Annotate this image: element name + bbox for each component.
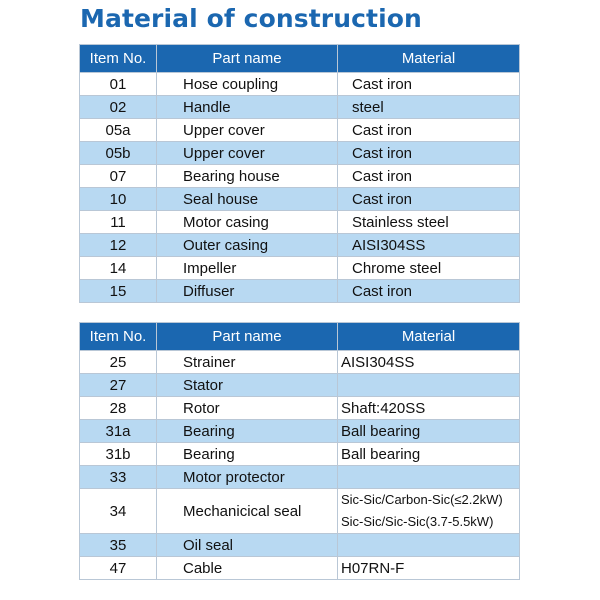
item-no-cell: 33 [80,466,157,489]
part-name-cell: Diffuser [157,280,338,303]
material-cell: AISI304SS [338,351,520,374]
item-no-cell: 35 [80,534,157,557]
header-material: Material [338,45,520,73]
part-name-cell: Mechanicical seal [157,489,338,534]
part-name-cell: Cable [157,557,338,580]
part-name-cell: Rotor [157,397,338,420]
header-item-no: Item No. [80,45,157,73]
item-no-cell: 01 [80,73,157,96]
item-no-cell: 28 [80,397,157,420]
part-name-cell: Bearing [157,420,338,443]
part-name-cell: Stator [157,374,338,397]
item-no-cell: 31b [80,443,157,466]
table-row [80,165,520,188]
material-cell: Cast iron [338,165,520,188]
part-name-cell: Upper cover [157,119,338,142]
item-no-cell: 12 [80,234,157,257]
item-no-cell: 34 [80,489,157,534]
material-cell: Ball bearing [338,443,520,466]
material-cell: Cast iron [338,280,520,303]
table-row [80,142,520,165]
material-line: Sic-Sic/Carbon-Sic(≤2.2kW) [341,492,503,507]
table-row [80,420,520,443]
table-row [80,489,520,534]
material-cell: Cast iron [338,73,520,96]
part-name-cell: Strainer [157,351,338,374]
material-cell [338,489,520,534]
table-row [80,119,520,142]
part-name-cell: Seal house [157,188,338,211]
table-row [80,211,520,234]
material-cell: AISI304SS [338,234,520,257]
item-no-cell: 27 [80,374,157,397]
part-name-cell: Outer casing [157,234,338,257]
item-no-cell: 05a [80,119,157,142]
material-cell: Cast iron [338,142,520,165]
table-row [80,73,520,96]
table-row [80,188,520,211]
part-name-cell: Bearing [157,443,338,466]
item-no-cell: 02 [80,96,157,119]
material-cell: Ball bearing [338,420,520,443]
table-row [80,557,520,580]
item-no-cell: 31a [80,420,157,443]
part-name-cell: Motor protector [157,466,338,489]
material-cell: steel [338,96,520,119]
material-cell: Cast iron [338,188,520,211]
table-row [80,280,520,303]
material-cell: Stainless steel [338,211,520,234]
header-material: Material [338,323,520,351]
item-no-cell: 05b [80,142,157,165]
part-name-cell: Upper cover [157,142,338,165]
table-row [80,443,520,466]
material-cell [338,374,520,397]
table-row [80,374,520,397]
table-row [80,351,520,374]
materials-table-1 [79,44,520,303]
table-header-row [80,45,520,73]
item-no-cell: 15 [80,280,157,303]
material-cell: H07RN-F [338,557,520,580]
item-no-cell: 10 [80,188,157,211]
part-name-cell: Hose coupling [157,73,338,96]
table-header-row [80,323,520,351]
item-no-cell: 11 [80,211,157,234]
material-cell: Shaft:420SS [338,397,520,420]
item-no-cell: 25 [80,351,157,374]
material-cell [338,534,520,557]
table-row [80,534,520,557]
part-name-cell: Handle [157,96,338,119]
table-row [80,397,520,420]
item-no-cell: 07 [80,165,157,188]
header-item-no: Item No. [80,323,157,351]
materials-table-2 [79,322,520,580]
part-name-cell: Impeller [157,257,338,280]
material-line: Sic-Sic/Sic-Sic(3.7-5.5kW) [341,514,494,529]
part-name-cell: Bearing house [157,165,338,188]
part-name-cell: Oil seal [157,534,338,557]
header-part-name: Part name [157,45,338,73]
part-name-cell: Motor casing [157,211,338,234]
item-no-cell: 14 [80,257,157,280]
material-cell: Cast iron [338,119,520,142]
table-row [80,257,520,280]
material-cell [338,466,520,489]
item-no-cell: 47 [80,557,157,580]
table-row [80,96,520,119]
header-part-name: Part name [157,323,338,351]
material-cell: Chrome steel [338,257,520,280]
page-title: Material of construction [80,4,422,33]
table-row [80,234,520,257]
table-row [80,466,520,489]
